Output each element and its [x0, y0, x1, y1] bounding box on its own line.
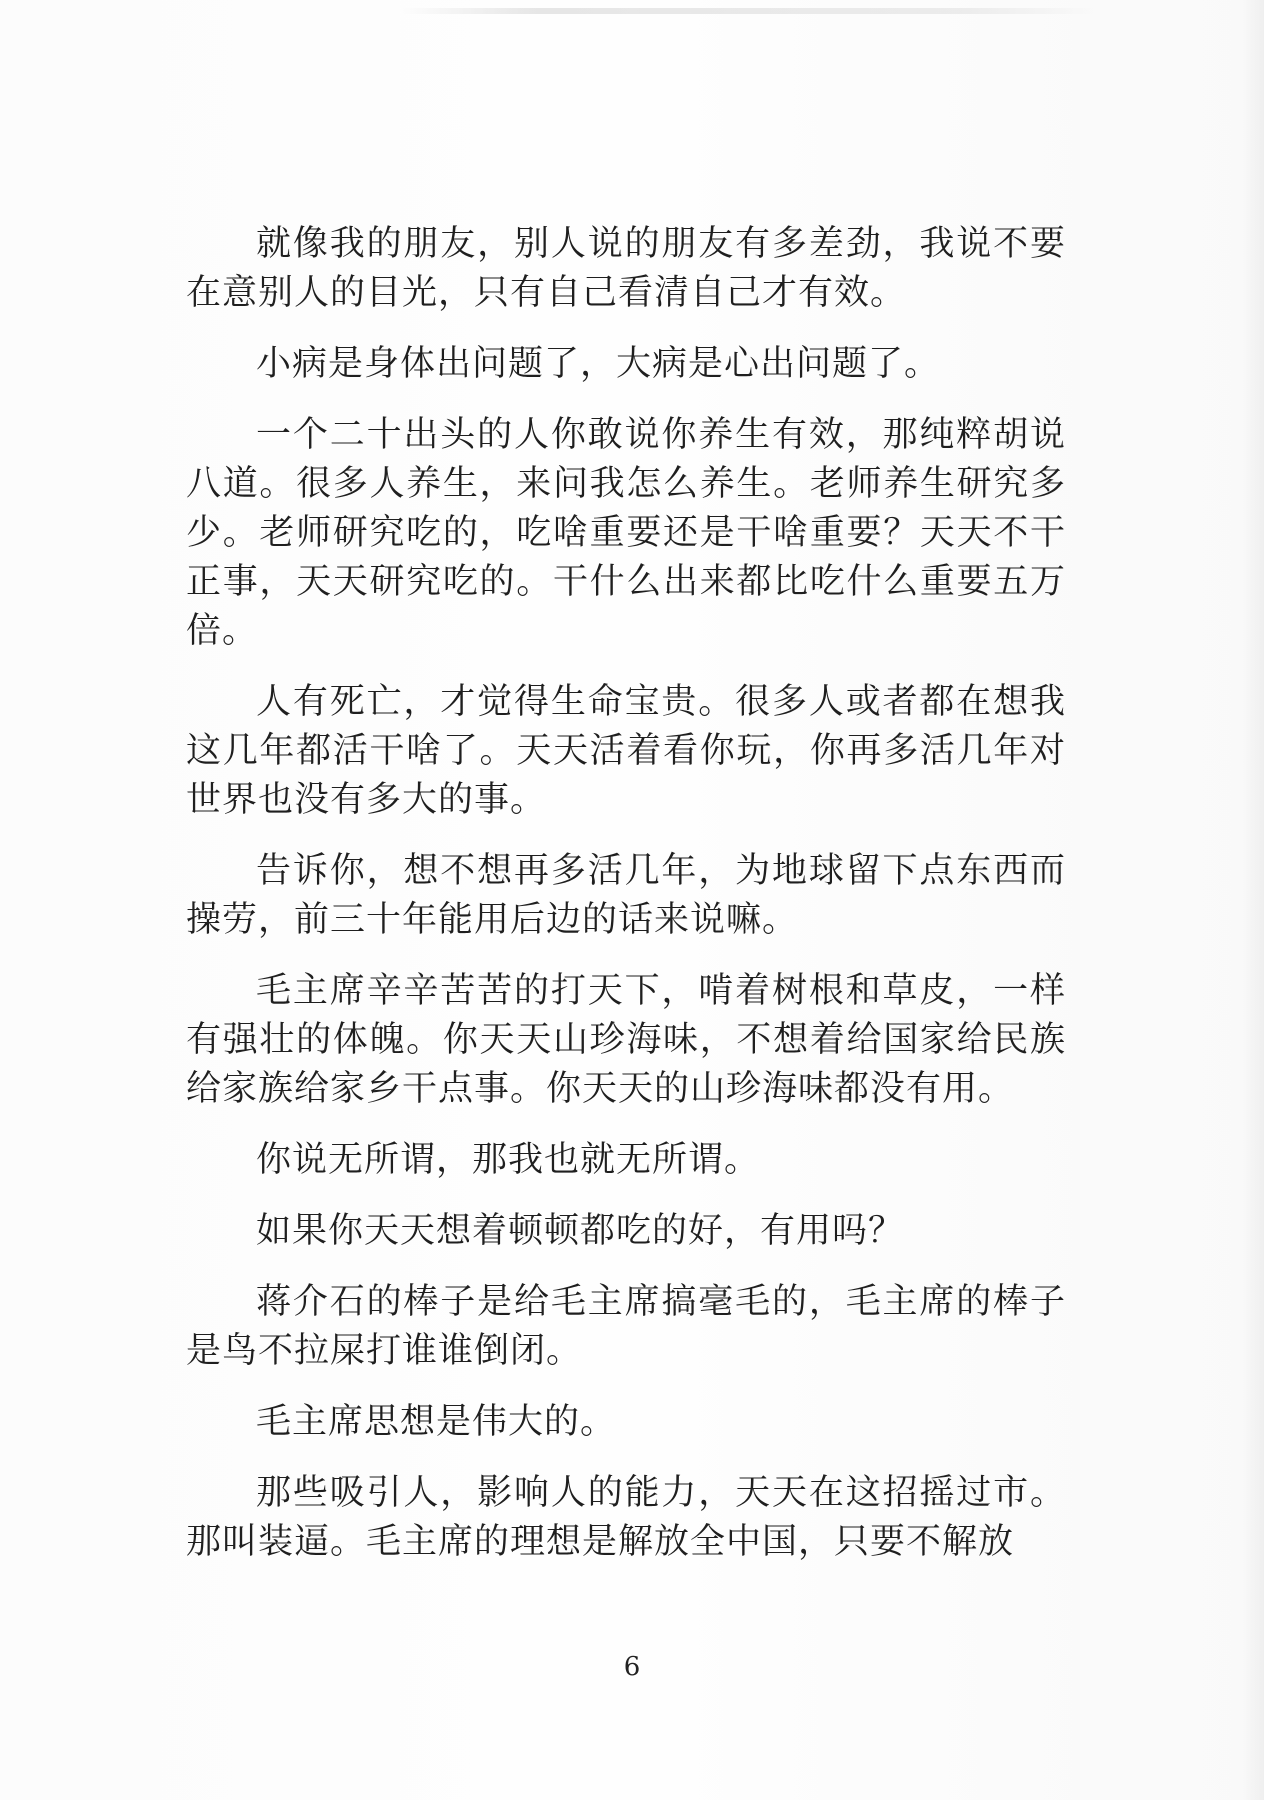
paragraph: 人有死亡，才觉得生命宝贵。很多人或者都在想我这几年都活干啥了。天天活着看你玩，你再多活几年对世界也没有多大的事。	[186, 682, 1066, 820]
paragraph: 就像我的朋友，别人说的朋友有多差劲，我说不要在意别人的目光，只有自己看清自己才有效。	[186, 224, 1066, 313]
paragraph: 毛主席思想是伟大的。	[256, 1402, 617, 1442]
page-number: 6	[623, 1652, 641, 1682]
scan-shadow-top	[400, 8, 1100, 14]
paragraph: 小病是身体出问题了，大病是心出问题了。	[256, 344, 941, 384]
paragraph: 那些吸引人，影响人的能力，天天在这招摇过市。那叫装逼。毛主席的理想是解放全中国，只要不解放	[186, 1473, 1066, 1562]
paragraph: 告诉你，想不想再多活几年，为地球留下点东西而操劳，前三十年能用后边的话来说嘛。	[186, 851, 1066, 940]
paragraph: 毛主席辛辛苦苦的打天下，啃着树根和草皮，一样有强壮的体魄。你天天山珍海味，不想着给国家给民族给家族给家乡干点事。你天天的山珍海味都没有用。	[186, 971, 1066, 1109]
scan-shadow-right	[1242, 0, 1264, 1800]
paragraph: 蒋介石的棒子是给毛主席搞毫毛的，毛主席的棒子是鸟不拉屎打谁谁倒闭。	[186, 1282, 1066, 1371]
paragraph: 你说无所谓，那我也就无所谓。	[256, 1140, 761, 1180]
paragraph: 如果你天天想着顿顿都吃的好，有用吗？	[256, 1211, 905, 1251]
paragraph: 一个二十出头的人你敢说你养生有效，那纯粹胡说八道。很多人养生，来问我怎么养生。老师养生研究多少。老师研究吃的，吃啥重要还是干啥重要？天天不干正事，天天研究吃的。干什么出来都比吃什么重要五万倍。	[186, 415, 1066, 651]
body-text	[186, 220, 1066, 1589]
